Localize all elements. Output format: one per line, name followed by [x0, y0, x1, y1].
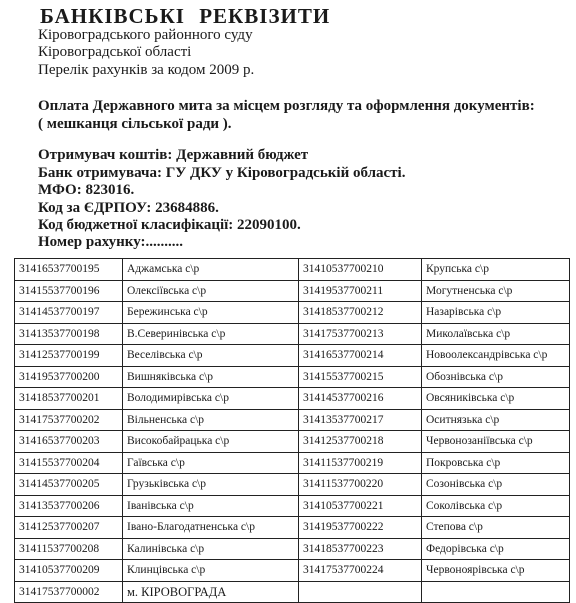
council-name-cell: Назарівська с\р	[422, 302, 570, 324]
account-number-cell: 31414537700216	[299, 388, 422, 410]
council-name-cell: Олексіївська с\р	[123, 280, 299, 302]
account-number-cell: 31412537700199	[15, 345, 123, 367]
account-number-line: Номер рахунку:..........	[38, 234, 183, 250]
account-number-cell: 31410537700209	[15, 560, 123, 582]
account-number-cell: 31417537700202	[15, 409, 123, 431]
council-name-cell: Крупська с\р	[422, 259, 570, 281]
account-number-cell: 31419537700222	[299, 517, 422, 539]
payment-purpose-note: ( мешканця сільської ради ).	[38, 116, 232, 132]
account-number-cell: 31419537700211	[299, 280, 422, 302]
account-number-cell: 31414537700197	[15, 302, 123, 324]
table-row	[15, 259, 570, 281]
council-name-cell: Степова с\р	[422, 517, 570, 539]
accounts-table	[14, 258, 570, 603]
accounts-table-body	[15, 259, 570, 603]
council-name-cell: Оситнязька с\р	[422, 409, 570, 431]
account-number-cell: 31413537700217	[299, 409, 422, 431]
table-row	[15, 452, 570, 474]
council-name-cell: Созонівська с\р	[422, 474, 570, 496]
council-name-cell: Івано-Благодатненська с\р	[123, 517, 299, 539]
bank-line: Банк отримувача: ГУ ДКУ у Кіровоградській області.	[38, 165, 406, 181]
table-row	[15, 409, 570, 431]
account-number-cell: 31417537700002	[15, 581, 123, 603]
council-name-cell: Вишняківська с\р	[123, 366, 299, 388]
region-name: Кіровоградської області	[38, 44, 192, 60]
table-row	[15, 388, 570, 410]
account-number-cell: 31413537700198	[15, 323, 123, 345]
table-row	[15, 517, 570, 539]
table-row	[15, 581, 570, 603]
account-number-cell: 31414537700205	[15, 474, 123, 496]
account-number-cell: 31418537700212	[299, 302, 422, 324]
budget-code-line: Код бюджетної класифікації: 22090100.	[38, 217, 301, 233]
account-number-cell: 31410537700210	[299, 259, 422, 281]
council-name-cell: Могутненська с\р	[422, 280, 570, 302]
table-row	[15, 538, 570, 560]
account-number-cell: 31413537700206	[15, 495, 123, 517]
account-number-cell: 31416537700214	[299, 345, 422, 367]
mfo-line: МФО: 823016.	[38, 182, 135, 198]
payment-purpose: Оплата Державного мита за місцем розгляду та оформлення документів:	[38, 98, 535, 114]
council-name-cell: Обознівська с\р	[422, 366, 570, 388]
edrpou-line: Код за ЄДРПОУ: 23684886.	[38, 200, 219, 216]
account-number-cell: 31417537700213	[299, 323, 422, 345]
account-number-cell: 31411537700220	[299, 474, 422, 496]
table-row	[15, 366, 570, 388]
council-name-cell: Новоолександрівська с\р	[422, 345, 570, 367]
recipient-line: Отримувач коштів: Державний бюджет	[38, 147, 309, 163]
account-number-cell: 31416537700203	[15, 431, 123, 453]
table-row	[15, 431, 570, 453]
council-name-cell: Гаївська с\р	[123, 452, 299, 474]
council-name-cell	[422, 581, 570, 603]
council-name-cell: Покровська с\р	[422, 452, 570, 474]
document-title: БАНКІВСЬКІ РЕКВІЗИТИ	[40, 4, 331, 28]
table-row	[15, 280, 570, 302]
account-number-cell: 31419537700200	[15, 366, 123, 388]
table-row	[15, 302, 570, 324]
council-name-cell: Калинівська с\р	[123, 538, 299, 560]
council-name-cell: Федорівська с\р	[422, 538, 570, 560]
council-name-cell: Володимирівська с\р	[123, 388, 299, 410]
council-name-cell: Овсяниківська с\р	[422, 388, 570, 410]
account-number-cell: 31412537700207	[15, 517, 123, 539]
table-row	[15, 560, 570, 582]
account-number-cell: 31418537700201	[15, 388, 123, 410]
account-number-cell	[299, 581, 422, 603]
account-number-cell: 31418537700223	[299, 538, 422, 560]
account-number-cell: 31415537700196	[15, 280, 123, 302]
account-number-cell: 31417537700224	[299, 560, 422, 582]
council-name-cell: Веселівська с\р	[123, 345, 299, 367]
account-number-cell: 31415537700204	[15, 452, 123, 474]
table-row	[15, 323, 570, 345]
council-name-cell: Вільненська с\р	[123, 409, 299, 431]
council-name-cell: Миколаївська с\р	[422, 323, 570, 345]
council-name-cell: Високобайрацька с\р	[123, 431, 299, 453]
council-name-cell: Бережинська с\р	[123, 302, 299, 324]
council-name-cell: Соколівська с\р	[422, 495, 570, 517]
account-number-cell: 31410537700221	[299, 495, 422, 517]
table-row	[15, 345, 570, 367]
council-name-cell: Клинцівська с\р	[123, 560, 299, 582]
account-number-cell: 31411537700208	[15, 538, 123, 560]
account-number-cell: 31412537700218	[299, 431, 422, 453]
account-number-cell: 31416537700195	[15, 259, 123, 281]
council-name-cell: В.Северинівська с\р	[123, 323, 299, 345]
council-name-cell: Грузьківська с\р	[123, 474, 299, 496]
account-number-cell: 31415537700215	[299, 366, 422, 388]
table-row	[15, 495, 570, 517]
table-row	[15, 474, 570, 496]
court-name: Кіровоградського районного суду	[38, 27, 253, 43]
council-name-cell: Іванівська с\р	[123, 495, 299, 517]
council-name-cell: Червоноярівська с\р	[422, 560, 570, 582]
account-list-caption: Перелік рахунків за кодом 2009 р.	[38, 62, 255, 78]
account-number-cell: 31411537700219	[299, 452, 422, 474]
council-name-cell: м. КІРОВОГРАДА	[123, 581, 299, 603]
council-name-cell: Червонозаніївська с\р	[422, 431, 570, 453]
council-name-cell: Аджамська с\р	[123, 259, 299, 281]
